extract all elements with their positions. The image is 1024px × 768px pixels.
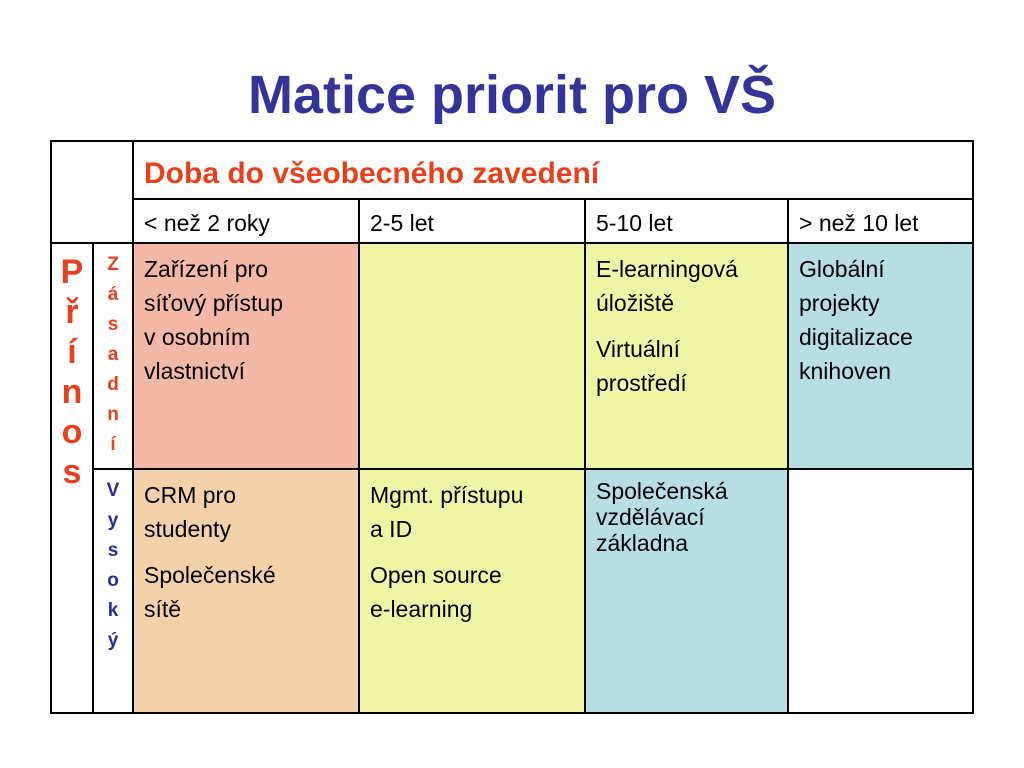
corner-cell — [51, 141, 133, 243]
cell-line: úložiště — [596, 290, 674, 316]
row-group-label-text: P ř í n o s — [60, 253, 84, 491]
cell-line: projekty — [799, 290, 880, 316]
cell-line: a ID — [370, 516, 413, 542]
column-header-label: 5-10 let — [596, 210, 673, 236]
matrix-cell — [133, 243, 359, 469]
cell-line: CRM pro — [144, 482, 237, 508]
matrix-cell — [788, 243, 973, 469]
column-header-label: < než 2 roky — [144, 210, 270, 236]
cell-line: v osobním — [144, 324, 251, 350]
cell-line: e-learning — [370, 596, 473, 622]
row-group-label — [51, 243, 93, 713]
cell-line: sítě — [144, 596, 182, 622]
header-main: Doba do všeobecného zavedení — [144, 157, 600, 190]
cell-line: Open source — [370, 562, 502, 588]
matrix-cell — [359, 243, 585, 469]
matrix-cell — [133, 469, 359, 713]
cell-line: knihoven — [799, 358, 892, 384]
cell-line: základna — [596, 530, 689, 556]
column-header — [788, 199, 973, 243]
matrix-cell — [359, 469, 585, 713]
matrix-cell — [585, 469, 788, 713]
cell-line: Virtuální — [596, 336, 680, 362]
matrix-cell — [585, 243, 788, 469]
cell-line: studenty — [144, 516, 231, 542]
cell-line: vlastnictví — [144, 358, 245, 384]
row-label-text: Z á s a d n í — [107, 254, 119, 455]
row-label-text: V y s o k ý — [106, 480, 120, 651]
matrix-cell — [788, 469, 973, 713]
header-main-cell — [133, 141, 973, 199]
slide-title: Matice priorit pro VŠ — [247, 65, 777, 125]
cell-line: Společenská — [596, 478, 728, 504]
column-header-label: > než 10 let — [799, 210, 919, 236]
column-header — [359, 199, 585, 243]
column-header — [133, 199, 359, 243]
cell-line: Mgmt. přístupu — [370, 482, 524, 508]
cell-line: E-learningová — [596, 256, 738, 282]
column-header — [585, 199, 788, 243]
cell-line: prostředí — [596, 370, 687, 396]
priority-matrix — [50, 140, 974, 714]
column-header-label: 2-5 let — [370, 210, 434, 236]
cell-line: digitalizace — [799, 324, 913, 350]
cell-line: Společenské — [144, 562, 276, 588]
row-label-vysoky — [93, 469, 133, 713]
cell-line: Globální — [799, 256, 885, 282]
cell-line: vzdělávací — [596, 504, 705, 530]
cell-line: Zařízení pro — [144, 256, 268, 282]
cell-line: síťový přístup — [144, 290, 284, 316]
row-label-zasadni — [93, 243, 133, 469]
